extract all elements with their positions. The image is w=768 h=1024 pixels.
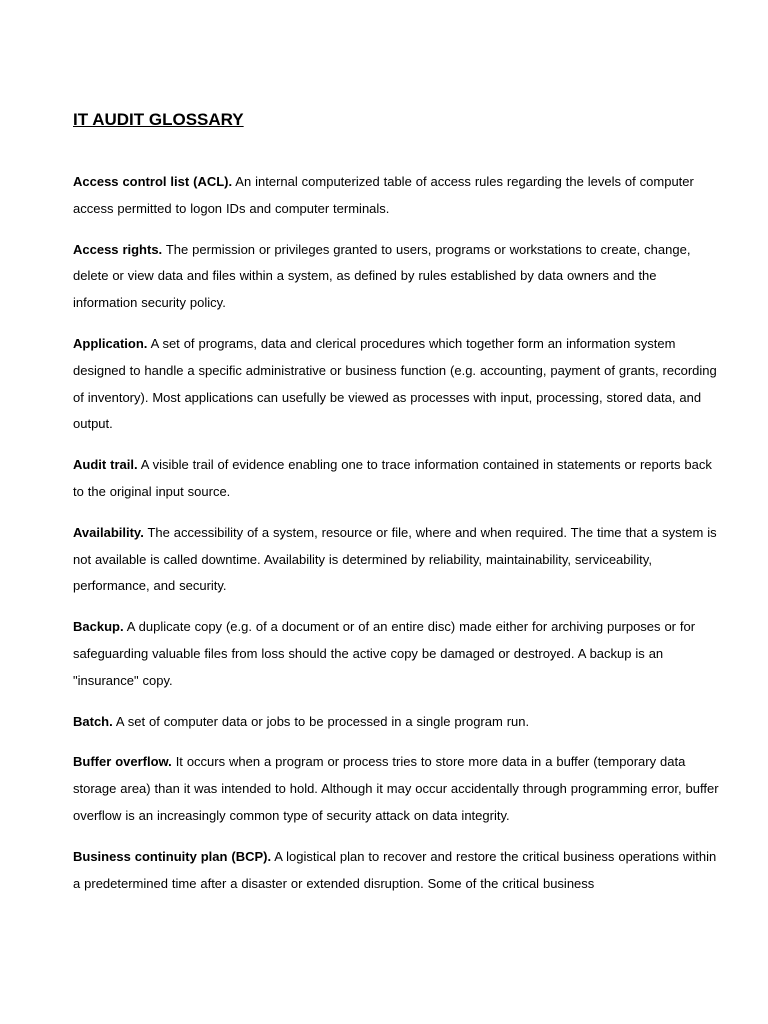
glossary-definition: The permission or privileges granted to users, programs or workstations to create, change, delete or view data and files within a system, as defined by rules established by data owners and the information security policy. <box>73 241 691 311</box>
glossary-term: Access rights. <box>73 241 163 257</box>
document-title: IT AUDIT GLOSSARY <box>73 110 244 129</box>
glossary-entry <box>73 749 723 829</box>
glossary-definition: A duplicate copy (e.g. of a document or of an entire disc) made either for archiving purposes or for safeguarding valuable files from loss should the active copy be damaged or destroyed. A backup is an "insurance" copy. <box>73 619 696 688</box>
glossary-entry <box>73 237 723 317</box>
glossary-definition: A set of computer data or jobs to be processed in a single program run. <box>112 713 530 729</box>
glossary-term: Backup. <box>73 619 124 635</box>
glossary-term: Availability. <box>73 524 144 540</box>
glossary-definition: The accessibility of a system, resource or file, where and when required. The time that a system is not available is called downtime. Availability is determined by reliability, maintainability, serviceability, performance, and security. <box>73 524 717 594</box>
document-page <box>73 108 723 911</box>
glossary-definition: A set of programs, data and clerical procedures which together form an information system designed to handle a specific administrative or business function (e.g. accounting, payment of grants, recording of inventory). Most applications can usefully be viewed as processes with input, processing, stored data, and output. <box>73 335 717 432</box>
glossary-term: Batch. <box>73 713 113 729</box>
glossary-entry <box>73 844 723 898</box>
glossary-entry <box>73 452 723 506</box>
glossary-term: Access control list (ACL). <box>73 174 233 189</box>
glossary-entry <box>73 331 723 438</box>
glossary-entry <box>73 169 723 223</box>
glossary-definition: A visible trail of evidence enabling one to trace information contained in statements or reports back to the original input source. <box>73 457 712 499</box>
glossary-term: Buffer overflow. <box>73 754 172 770</box>
glossary-term: Business continuity plan (BCP). <box>73 848 272 864</box>
glossary-entry <box>73 520 723 600</box>
glossary-term: Audit trail. <box>73 457 138 473</box>
glossary-definition: It occurs when a program or process tries to store more data in a buffer (temporary data storage area) than it was intended to hold. Although it may occur accidentally through programming error, buffer overflow is an increasingly common type of security attack on data integrity. <box>73 754 719 823</box>
glossary-entry <box>73 709 723 736</box>
glossary-term: Application. <box>73 335 148 351</box>
glossary-definition: An internal computerized table of access rules regarding the levels of computer access permitted to logon IDs and computer terminals. <box>73 174 694 216</box>
glossary-definition: A logistical plan to recover and restore the critical business operations within a predetermined time after a disaster or extended disruption. Some of the critical business <box>73 848 717 891</box>
glossary-entry <box>73 614 723 694</box>
